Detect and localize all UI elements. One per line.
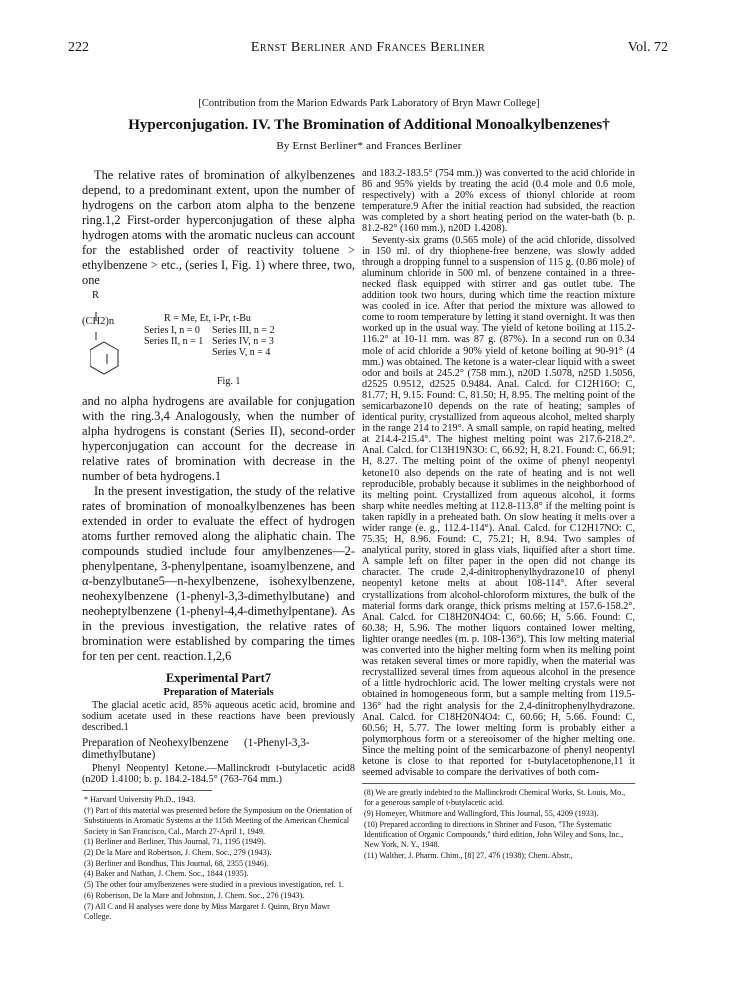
footnote: (8) We are greatly indebted to the Mallinckrodt Chemical Works, St. Louis, Mo., for a generous sample of t-butylacetic acid. — [364, 788, 626, 808]
right-column — [362, 168, 635, 862]
footnote: (†) Part of this material was presented before the Symposium on the Orientation of Substituents in Aromatic Systems at the 115th Meeting of the American Chemical Society in San Francisco, Cal., March 27-April 1, 1949. — [84, 806, 353, 836]
footnote: (4) Baker and Nathan, J. Chem. Soc., 1844 (1935). — [84, 869, 249, 879]
materials-paragraph: The glacial acetic acid, 85% aqueous acetic acid, bromine and sodium acetate used in these reactions have been previously described.1 — [82, 700, 355, 734]
figure-r-label: R — [92, 290, 100, 301]
running-head-authors: Ernst Berliner and Frances Berliner — [250, 40, 486, 55]
experimental-heading: Experimental Part7 — [166, 671, 271, 685]
series-figure — [82, 290, 355, 392]
footnote: (9) Homeyer, Whitmore and Wallingford, This Journal, 55, 4209 (1933). — [364, 809, 599, 819]
intro-paragraph-2: and no alpha hydrogens are available for conjugation with the ring.3,4 Analogously, when the number of alpha hydrogens is constant (Series II), second-order hyperconjugation can account for the decrease in relative rates of bromination with decrease in the number of beta hydrogens.1 — [82, 394, 355, 483]
materials-heading: Preparation of Materials — [163, 687, 274, 698]
footnote-rule — [82, 790, 212, 791]
running-head — [68, 40, 668, 56]
footnote: (6) Robertson, De la Mare and Johnston, J. Chem. Soc., 276 (1943). — [84, 890, 305, 900]
figure-series-1: Series I, n = 0 — [144, 325, 200, 336]
page-number: 222 — [68, 40, 89, 55]
footnote: (2) De la Mare and Robertson, J. Chem. Soc., 279 (1943). — [84, 847, 272, 857]
byline: By Ernst Berliner* and Frances Berliner — [276, 140, 462, 152]
footnotes-left — [82, 795, 355, 921]
ketone-synthesis-paragraph: Seventy-six grams (0.565 mole) of the acid chloride, dissolved in 150 ml. of dry thiophene-free benzene, was slowly added through a dropping funnel to a suspension of 115 g. (0.86 mole) of aluminum chloride in 500 ml. of benzene contained in a three-necked flask equipped with stirrer and gas outlet tube. The addition took two hours, during which time the reaction mixture was cooled in ice. After that period the mixture was allowed to come to room temperature by letting it stand overnight. It was then worked up in the usual way. The yield of ketone boiling at 115.2-116.2° at 10-11 mm. was 87 g. (87%). In a second run on 0.34 mole of acid chloride a 90% yield of ketone boiling at 90-91° (4 mm.) was obtained. The ketone is a water-clear liquid with a sweet odor and boils at 245.2° (758 mm.), n20D 1.5078, n25D 1.5056, d2525 0.9512, d2525 0.9484. Anal. Calcd. for C12H16O: C, 81.77; H, 9.15. Found: C, 81.50; H, 8.95. The melting point of the semicarbazone10 depends on the rate of heating; samples of identical purity, crystallized from aqueous alcohol, melted sharply in the range 214 to 219°. A small sample, on rapid heating, melted at 214.4-215.4°. The highest melting point was 217.6-218.2°. Anal. Calcd. for C13H19N3O: C, 66.92; H, 8.21. Found: C, 66.91; H, 8.27. The melting point of the oxime of phenyl neopentyl ketone10 also depends on the rate of heating and is not well reproducible, probably because it sublimes in the neighborhood of its melting point. Crystallized from aqueous alcohol, it forms sharp white needles melting at 112.8-113.8° if the melting point is taken rapidly in a preheated bath. On slow heating it melts over a wider range (e. g., 112.4-114°). Anal. Calcd. for C12H17NO: C, 75.35; H, 8.96. Found: C, 75.21; H, 8.94. Two samples of analytical purity, stored in glass vials, liquified after a short time. A sample left on filter paper in the open did not change its character. The crude 2,4-dinitrophenylhydrazone10 of phenyl neopentyl ketone melts at about 108-114°. After several crystallizations from alcohol-chloroform mixtures, the bulk of the material forms dark orange, thick prisms melting at 157.6-158.2°. Anal. Calcd. for C18H20N4O4: C, 60.66; H, 5.66. Found: C, 60.38; H, 5.96. The mother liquors contained lower melting, lighter orange needles (m. p. 108-136°). This low melting material was converted into the higher melting form when its melting point was retaken several times or more rapidly, when the material was recrystallized several times from aqueous alcohol in the presence of a little hydrochloric acid. The lower melting crystals were not obtained in homogeneous form, but a sample melting from 119.5-136° had the right analysis for the 2,4-dinitrophenylhydrazone. Anal. Calcd. for C18H20N4O4: C, 60.66; H, 5.66. Found: C, 60.56; H, 5.77. The lower melting form is probably either a polymorphous form or a stereoisomer of the higher melting one. Since the melting point of the semicarbazone of phenyl neopentyl ketone is close to that reported for t-butylacetophenone,11 it seemed advisable to compare the derivatives of both com- — [362, 234, 635, 779]
footnotes-right — [362, 788, 635, 861]
figure-caption: Fig. 1 — [217, 376, 241, 387]
footnote-rule — [362, 783, 635, 784]
phenyl-neopentyl-ketone-paragraph: Phenyl Neopentyl Ketone.—Mallinckrodt t-butylacetic acid8 (n20D 1.4100; b. p. 184.2-184.5° (763-764 mm.) — [82, 763, 355, 786]
figure-series-2: Series II, n = 1 — [144, 336, 204, 347]
left-column — [82, 168, 355, 922]
footnote: (11) Walther, J. Pharm. Chim., [8] 27, 476 (1938); Chem. Abstr., — [364, 850, 573, 860]
neohexylbenzene-heading-a: Preparation of Neohexylbenzene — [82, 737, 229, 750]
acid-chloride-paragraph: and 183.2-183.5° (754 mm.)) was converted to the acid chloride in 86 and 95% yields by treating the acid (0.4 mole and 0.6 mole, respectively) with a 20% excess of thionyl chloride at room temperature.9 After the initial reaction had subsided, the reaction was completed by a short heating period on the water-bath (b. p. 81.2-82° (160 mm.), n20D 1.4208). — [362, 168, 635, 235]
footnote: (7) All C and H analyses were done by Miss Margaret J. Quinn, Bryn Mawr College. — [84, 901, 330, 921]
footnote: (1) Berliner and Berliner, This Journal, 71, 1195 (1949). — [84, 837, 266, 847]
neohexylbenzene-heading-b: (1-Phenyl-3,3-dimethylbutane) — [82, 737, 310, 762]
intro-paragraph-3: In the present investigation, the study of the relative rates of bromination of monoalkylbenzenes has been extended in order to evaluate the effect of hydrogen atoms further removed along the aliphatic chain. The compounds studied include four amylbenzenes—2-phenylpentane, 3-phenylpentane, isoamylbenzene, and α-benzylbutane5—n-hexylbenzene, isohexylbenzene, neohexylbenzene (1-phenyl-3,3-dimethylbutane) and neoheptylbenzene (1-phenyl-4,4-dimethylpentane). As in the previous investigation, the relative rates of bromination were established by comparing the times for ten per cent. reaction.1,2,6 — [82, 484, 355, 663]
figure-chain-label: (CH2)n — [82, 316, 115, 327]
figure-series-3: Series III, n = 2 — [212, 325, 275, 336]
figure-series-5: Series V, n = 4 — [212, 347, 271, 358]
footnote: * Harvard University Ph.D., 1943. — [84, 795, 196, 805]
volume-number: Vol. 72 — [627, 40, 668, 55]
contribution-line: [Contribution from the Marion Edwards Park Laboratory of Bryn Mawr College] — [198, 98, 540, 109]
footnote: (10) Prepared according to directions in Shriner and Fuson, "The Systematic Identification of Organic Compounds," third edition, John Wiley and Sons, Inc., New York, N. Y., 1948. — [364, 819, 624, 850]
figure-r-definition: R = Me, Et, i-Pr, t-Bu — [164, 313, 251, 324]
footnote: (5) The other four amylbenzenes were studied in a previous investigation, ref. 1. — [84, 880, 344, 890]
intro-paragraph-1: The relative rates of bromination of alkylbenzenes depend, to a predominant extent, upon the number of hydrogens on the carbon atom alpha to the benzene ring.1,2 First-order hyperconjugation of these alpha hydrogen atoms with the aromatic nucleus can account for the established order of reactivity toluene > ethylbenzene > etc., (series I, Fig. 1) where three, two, one — [82, 168, 355, 287]
figure-series-4: Series IV, n = 3 — [212, 336, 274, 347]
footnote: (3) Berliner and Bondhus, This Journal, 68, 2355 (1946). — [84, 858, 269, 868]
article-title: Hyperconjugation. IV. The Bromination of Additional Monoalkylbenzenes† — [128, 117, 610, 133]
neohexylbenzene-heading — [82, 737, 355, 761]
